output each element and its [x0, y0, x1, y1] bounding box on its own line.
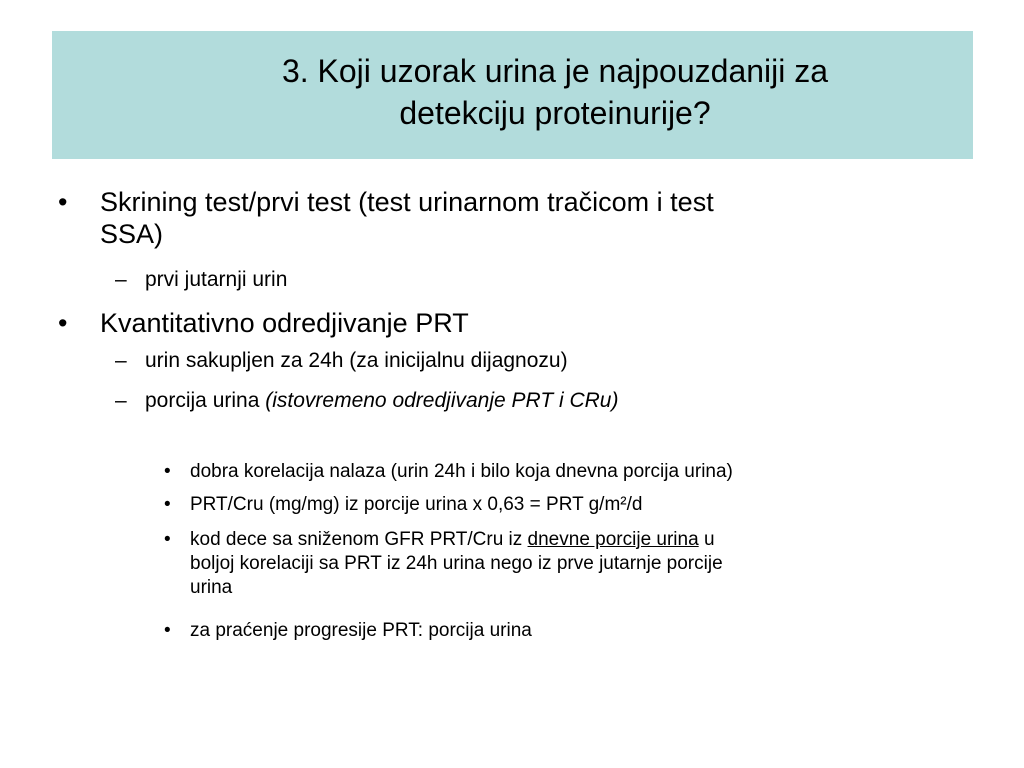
bullet-screening-test — [58, 186, 900, 250]
detail-bullet-formula — [164, 493, 920, 517]
detail-text-line-3: urina — [190, 577, 233, 598]
detail-text: za praćenje progresije PRT: porcija urina — [190, 620, 532, 641]
dash-marker: – — [115, 389, 127, 412]
small-bullet-dot: • — [164, 461, 171, 482]
detail-text-part: kod dece sa sniženom GFR PRT/Cru iz — [190, 529, 528, 550]
sub-bullet-italic-text: (istovremeno odredjivanje PRT i CRu) — [265, 389, 619, 412]
detail-bullet-progression — [164, 619, 920, 643]
bullet-text: Kvantitativno odredjivanje PRT — [100, 308, 469, 338]
sub-bullet-text: porcija urina — [145, 389, 266, 412]
slide-title-line-2: detekciju proteinurije? — [399, 95, 711, 131]
bullet-quantitative-prt — [58, 307, 900, 339]
sub-bullet-urine-portion — [115, 388, 905, 414]
sub-bullet-text: prvi jutarnji urin — [145, 268, 288, 291]
underlined-text: dnevne porcije urina — [527, 529, 699, 550]
bullet-dot: • — [58, 308, 68, 338]
detail-bullet-correlation — [164, 460, 920, 484]
bullet-text-line-2: SSA) — [100, 219, 164, 249]
slide-title-line-1: 3. Koji uzorak urina je najpouzdaniji za — [281, 53, 829, 89]
sub-bullet-morning-urine — [115, 267, 905, 293]
detail-text-line-1 — [190, 528, 920, 552]
detail-text-line-2: boljoj korelaciji sa PRT iz 24h urina nego iz prve jutarnje porcije — [190, 553, 723, 574]
sub-bullet-text: urin sakupljen za 24h (za inicijalnu dijagnozu) — [145, 349, 568, 372]
bullet-text-line-1: Skrining test/prvi test (test urinarnom tračicom i test — [100, 187, 714, 217]
detail-text-part: u — [698, 529, 715, 550]
detail-text: PRT/Cru (mg/mg) iz porcije urina x 0,63 = PRT g/m²/d — [190, 494, 643, 515]
detail-bullet-children-gfr — [164, 528, 920, 600]
dash-marker: – — [115, 349, 127, 372]
small-bullet-dot: • — [164, 494, 171, 515]
small-bullet-dot: • — [164, 529, 171, 550]
detail-text: dobra korelacija nalaza (urin 24h i bilo koja dnevna porcija urina) — [190, 461, 733, 482]
sub-bullet-24h-urine — [115, 348, 905, 374]
bullet-dot: • — [58, 187, 68, 217]
dash-marker: – — [115, 268, 127, 291]
small-bullet-dot: • — [164, 620, 171, 641]
slide-title — [160, 50, 950, 134]
